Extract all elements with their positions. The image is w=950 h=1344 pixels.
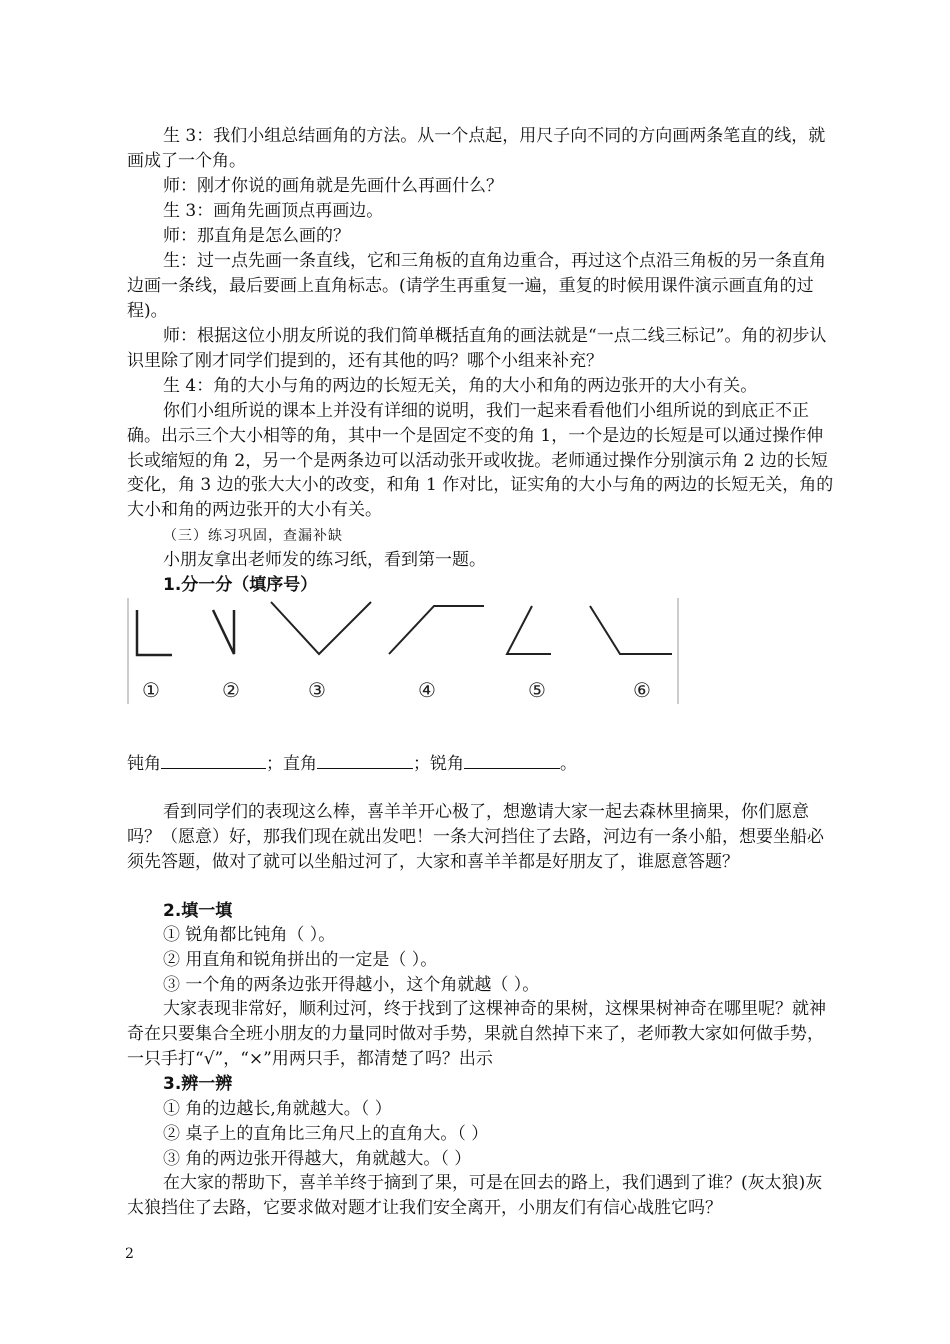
obtuse-label: 钝角 — [127, 754, 161, 774]
paragraph-teacher-summary: 师：根据这位小朋友所说的我们简单概括直角的画法就是“一点二线三标记”。角的初步认识里除了刚才同学们提到的，还有其他的吗？哪个小组来补充？ — [127, 326, 827, 371]
question2-item: ② 用直角和锐角拼出的一定是（ ）。 — [163, 950, 438, 970]
section-heading-practice: （三）练习巩固，查漏补缺 — [163, 528, 343, 544]
figure-label-4: ④ — [418, 678, 436, 702]
paragraph-student-right-angle: 生：过一点先画一条直线，它和三角板的直角边重合，再过这个点沿三角板的另一条直角边画一条线，最后要画上直角标志。(请学生再重复一遍，重复的时候用课件演示画直角的过程)。 — [127, 251, 826, 321]
question1-title: 1.分一分（填序号） — [163, 575, 318, 595]
angle-3-right — [271, 602, 371, 654]
question1-answer-line — [127, 750, 837, 776]
angle-6-obtuse — [590, 606, 672, 654]
angle-4-obtuse — [389, 606, 484, 654]
paragraph-student3-method: 生 3：我们小组总结画角的方法。从一个点起，用尺子向不同的方向画两条笔直的线，就画成了一个角。 — [127, 126, 826, 171]
paragraph-happy-sheep: 看到同学们的表现这么棒，喜羊羊开心极了，想邀请大家一起去森林里摘果，你们愿意吗？（愿意）好，那我们现在就出发吧！一条大河挡住了去路，河边有一条小船，想要坐船必须先答题，做对了就可以坐船过河了，大家和喜羊羊都是好朋友了，谁愿意答题？ — [127, 802, 824, 872]
paragraph-magic-tree: 大家表现非常好，顺利过河，终于找到了这棵神奇的果树，这棵果树神奇在哪里呢？就神奇在只要集合全班小朋友的力量同时做对手势，果就自然掉下来了，老师教大家如何做手势，一只手打“√”，“×”用两只手，都清楚了吗？出示 — [127, 999, 826, 1069]
paragraph-teacher-question: 师：刚才你说的画角就是先画什么再画什么？ — [163, 176, 503, 196]
answer-end: 。 — [560, 754, 577, 774]
angles-figure — [127, 596, 679, 706]
angle-2-acute — [213, 610, 234, 654]
obtuse-answer-blank[interactable] — [161, 750, 266, 769]
question3-item: ② 桌子上的直角比三角尺上的直角大。（ ） — [163, 1124, 489, 1144]
angle-5-acute — [507, 606, 551, 654]
right-answer-blank[interactable] — [317, 750, 413, 769]
question3-item: ① 角的边越长,角就越大。（ ） — [163, 1099, 392, 1119]
paragraph-student3-answer: 生 3：画角先画顶点再画边。 — [163, 201, 384, 221]
paragraph-demonstration: 你们小组所说的课本上并没有详细的说明，我们一起来看看他们小组所说的到底正不正确。出示三个大小相等的角，其中一个是固定不变的角 1，一个是边的长短是可以通过操作伸长或缩短的角 2，另一个是两条边可以活动张开或收拢。老师通过操作分别演示角 2 边的长短变化，角 3 边的张大大小的改变，和角 1 作对比，证实角的大小与角的两边的长短无关，角的大小和角的两边张开的大小有关。 — [127, 401, 834, 521]
figure-label-1: ① — [142, 678, 160, 702]
paragraph-teacher-right-angle: 师：那直角是怎么画的？ — [163, 226, 350, 246]
angle-1-right — [137, 610, 172, 655]
question3-item: ③ 角的两边张开得越大，角就越大。（ ） — [163, 1149, 472, 1169]
acute-answer-blank[interactable] — [464, 750, 560, 769]
acute-label: ；锐角 — [413, 754, 464, 774]
paragraph-student4: 生 4：角的大小与角的两边的长短无关，角的大小和角的两边张开的大小有关。 — [163, 376, 758, 396]
figure-label-6: ⑥ — [633, 678, 651, 702]
page-number: 2 — [125, 1246, 134, 1262]
right-label: ；直角 — [266, 754, 317, 774]
figure-label-3: ③ — [308, 678, 326, 702]
figure-label-2: ② — [222, 678, 240, 702]
paragraph-grey-wolf: 在大家的帮助下，喜羊羊终于摘到了果，可是在回去的路上，我们遇到了谁？(灰太狼)灰太狼挡住了去路，它要求做对题才让我们安全离开，小朋友们有信心战胜它吗？ — [127, 1173, 823, 1218]
figure-label-5: ⑤ — [528, 678, 546, 702]
question2-item: ③ 一个角的两条边张开得越小，这个角就越（ ）。 — [163, 975, 540, 995]
paragraph-worksheet: 小朋友拿出老师发的练习纸，看到第一题。 — [163, 550, 486, 570]
question2-item: ① 锐角都比钝角（ ）。 — [163, 925, 336, 945]
question3-title: 3.辨一辨 — [163, 1074, 233, 1094]
question2-title: 2.填一填 — [163, 901, 233, 921]
